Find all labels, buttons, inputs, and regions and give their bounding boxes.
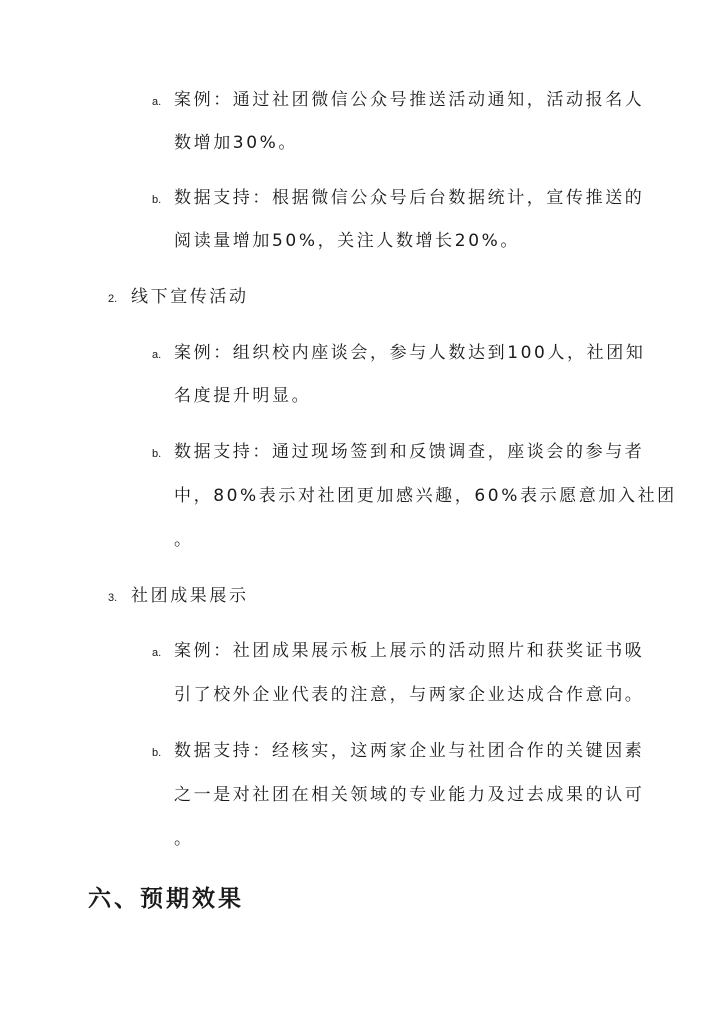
item-marker: b. bbox=[152, 194, 162, 206]
item-text-line: 之一是对社团在相关领域的专业能力及过去成果的认可 bbox=[174, 785, 645, 805]
item-text-line: 案例：通过社团微信公众号推送活动通知，活动报名人 bbox=[174, 90, 645, 110]
section-title: 社团成果展示 bbox=[131, 586, 249, 606]
section-number: 3. bbox=[108, 592, 118, 604]
section-heading: 六、预期效果 bbox=[88, 885, 244, 912]
item-text-line: 引了校外企业代表的注意，与两家企业达成合作意向。 bbox=[174, 685, 645, 705]
section-number: 2. bbox=[108, 293, 118, 305]
item-marker: a. bbox=[152, 96, 162, 108]
item-text-line: 数据支持：根据微信公众号后台数据统计，宣传推送的 bbox=[174, 188, 645, 208]
item-text-line: 阅读量增加50%，关注人数增长20%。 bbox=[174, 231, 520, 251]
item-text-line: 。 bbox=[174, 530, 194, 550]
item-text-line: 。 bbox=[174, 829, 194, 849]
item-text-line: 数据支持：经核实，这两家企业与社团合作的关键因素 bbox=[174, 741, 645, 761]
section-title: 线下宣传活动 bbox=[131, 287, 249, 307]
item-text-line: 数据支持：通过现场签到和反馈调查，座谈会的参与者 bbox=[174, 442, 645, 462]
item-marker: b. bbox=[152, 448, 162, 460]
item-text-line: 数增加30%。 bbox=[174, 133, 298, 153]
item-text-line: 案例：社团成果展示板上展示的活动照片和获奖证书吸 bbox=[174, 641, 645, 661]
item-text-line: 案例：组织校内座谈会，参与人数达到100人，社团知 bbox=[174, 343, 646, 363]
item-text-line: 名度提升明显。 bbox=[174, 386, 312, 406]
item-marker: a. bbox=[152, 647, 162, 659]
item-marker: a. bbox=[152, 349, 162, 361]
item-marker: b. bbox=[152, 747, 162, 759]
item-text-line: 中，80%表示对社团更加感兴趣，60%表示愿意加入社团 bbox=[174, 486, 677, 506]
